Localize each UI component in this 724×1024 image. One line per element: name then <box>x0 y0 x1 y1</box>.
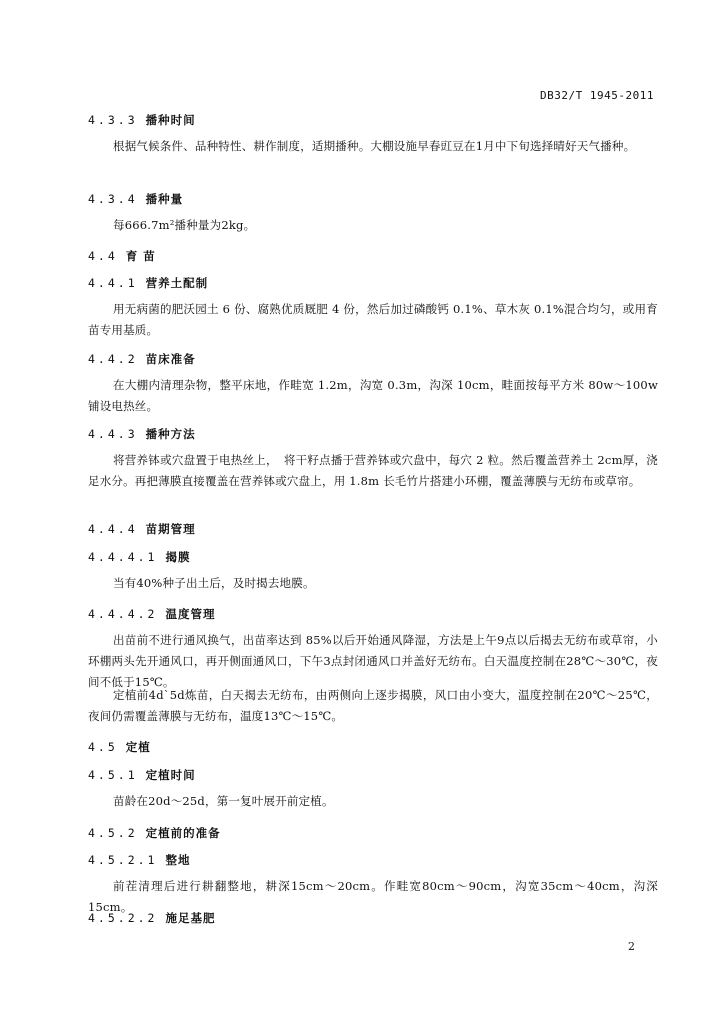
document-number: DB32/T 1945-2011 <box>540 89 654 102</box>
heading-4-5 <box>88 739 151 755</box>
heading-4-4-2 <box>88 351 196 367</box>
heading-number: 4.4.2 <box>88 352 138 366</box>
heading-number: 4.5.2.2 <box>88 911 158 925</box>
heading-number: 4.4.1 <box>88 276 138 290</box>
paragraph-temperature-management: 出苗前不进行通风换气，出苗率达到 85%以后开始通风降湿，方法是上午9点以后揭去无纺布或草帘，小环棚两头先开通风口，再开侧面通风口，下午3点封闭通风口并盖好无纺布。白天温度控制在28℃～30℃，夜间不低于15℃。 <box>88 633 658 689</box>
heading-4-4-4-1 <box>88 549 190 565</box>
heading-4-5-2 <box>88 825 221 841</box>
paragraph-nutrient-soil: 用无病菌的肥沃园土 6 份、腐熟优质厩肥 4 份，然后加过磷酸钙 0.1%、草木灰 0.1%混合均匀，或用育苗专用基质。 <box>88 302 658 337</box>
page-number: 2 <box>628 940 635 953</box>
paragraph-transplant-time: 苗龄在20d～25d，第一复叶展开前定植。 <box>113 794 334 808</box>
heading-4-5-2-2 <box>88 910 215 926</box>
heading-title: 苗床准备 <box>145 352 196 366</box>
heading-number: 4.5.2.1 <box>88 853 158 867</box>
heading-title: 温度管理 <box>165 607 216 621</box>
heading-title: 定植时间 <box>145 768 196 782</box>
heading-title: 施足基肥 <box>165 911 216 925</box>
paragraph-film-removal: 当有40%种子出土后，及时揭去地膜。 <box>113 576 315 590</box>
heading-title: 播种时间 <box>145 113 196 127</box>
heading-number: 4.4.4 <box>88 522 138 536</box>
heading-title: 定植前的准备 <box>145 826 221 840</box>
heading-title: 育苗 <box>125 249 161 263</box>
paragraph-seedbed: 在大棚内清理杂物，整平床地，作畦宽 1.2m，沟宽 0.3m，沟深 10cm，畦面按每平方米 80w～100w铺设电热丝。 <box>88 378 658 413</box>
heading-4-4-1 <box>88 275 208 291</box>
heading-number: 4.3.4 <box>88 192 138 206</box>
heading-4-3-3 <box>88 112 196 128</box>
heading-title: 苗期管理 <box>145 522 196 536</box>
heading-number: 4.4.4.2 <box>88 607 158 621</box>
heading-4-4-4 <box>88 521 196 537</box>
heading-title: 揭膜 <box>165 550 191 564</box>
heading-number: 4.4.4.1 <box>88 550 158 564</box>
paragraph-sowing-method: 将营养钵或穴盘置于电热丝上， 将干籽点播于营养钵或穴盘中，每穴 2 粒。然后覆盖营养土 2cm厚，浇足水分。再把薄膜直接覆盖在营养钵或穴盘上，用 1.8m 长毛竹片搭建小环棚，覆盖薄膜与无纺布或草帘。 <box>88 453 658 488</box>
heading-number: 4.4.3 <box>88 427 138 441</box>
heading-4-5-2-1 <box>88 852 190 868</box>
heading-title: 定植 <box>125 740 151 754</box>
heading-number: 4.4 <box>88 249 118 263</box>
heading-title: 播种方法 <box>145 427 196 441</box>
heading-number: 4.5 <box>88 740 118 754</box>
heading-number: 4.3.3 <box>88 113 138 127</box>
heading-4-4-4-2 <box>88 606 215 622</box>
heading-title: 整地 <box>165 853 191 867</box>
heading-title: 营养土配制 <box>145 276 209 290</box>
paragraph-sowing-time: 根据气候条件、品种特性、耕作制度，适期播种。大棚设施早春豇豆在1月中下旬选择晴好天气播种。 <box>113 139 636 153</box>
paragraph-hardening: 定植前4d`5d炼苗，白天揭去无纺布，由两侧向上逐步揭膜，风口由小变大，温度控制在20℃～25℃，夜间仍需覆盖薄膜与无纺布，温度13℃～15℃。 <box>88 688 658 723</box>
heading-number: 4.5.2 <box>88 826 138 840</box>
heading-4-4-3 <box>88 426 196 442</box>
heading-4-3-4 <box>88 191 183 207</box>
paragraph-sowing-amount: 每666.7m²播种量为2kg。 <box>113 218 256 232</box>
heading-4-4 <box>88 248 161 264</box>
heading-title: 播种量 <box>145 192 184 206</box>
paragraph-soil-prep: 前茬清理后进行耕翻整地，耕深15cm～20cm。作畦宽80cm～90cm，沟宽35cm～40cm，沟深15cm。 <box>88 879 658 914</box>
heading-4-5-1 <box>88 767 196 783</box>
heading-number: 4.5.1 <box>88 768 138 782</box>
